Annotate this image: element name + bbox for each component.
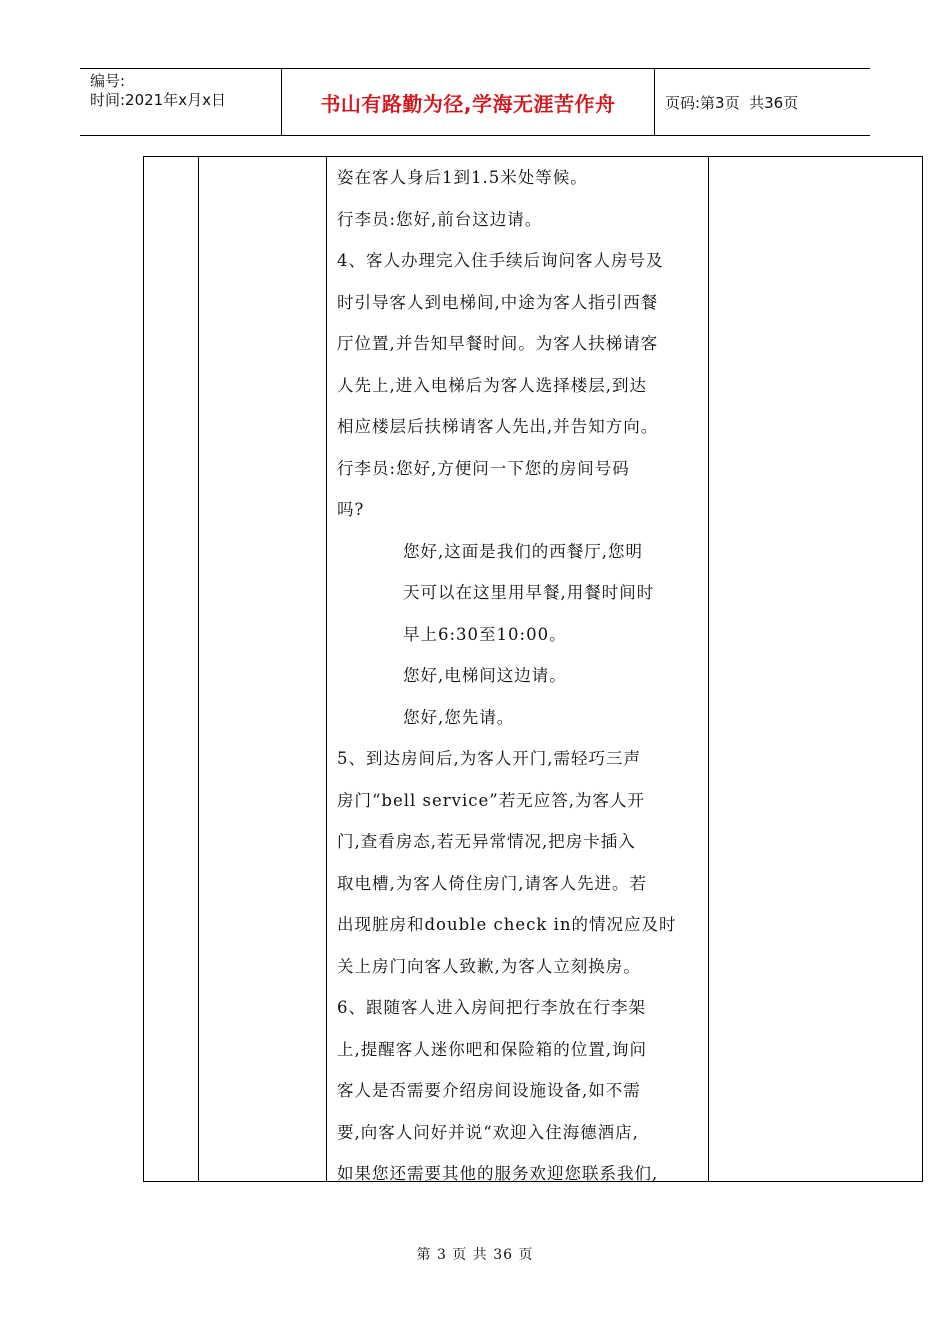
content-line: 出现脏房和double check in的情况应及时: [337, 915, 677, 934]
header-meta: [80, 69, 282, 135]
content-line: 取电槽,为客人倚住房门,请客人先进。若: [337, 873, 647, 893]
content-line: 行李员:您好,方便问一下您的房间号码: [337, 458, 630, 478]
column-divider: [326, 157, 327, 1181]
content-line: 客人是否需要介绍房间设施设备,如不需: [337, 1081, 641, 1100]
content-line: 行李员:您好,前台这边请。: [337, 209, 543, 229]
number-label: 编号:: [90, 72, 126, 90]
content-line: 姿在客人身后1到1.5米处等候。: [337, 168, 588, 187]
content-line: 早上6:30至10:00。: [403, 624, 567, 644]
content-line: 4、客人办理完入住手续后询问客人房号及: [337, 251, 664, 270]
column-divider: [198, 157, 199, 1181]
content-line: 房门“bell service”若无应答,为客人开: [337, 790, 645, 810]
procedure-table: [143, 156, 923, 1182]
header-motto: 书山有路勤为径,学海无涯苦作舟: [282, 69, 655, 135]
content-line: 天可以在这里用早餐,用餐时间时: [403, 583, 655, 602]
content-line: 时引导客人到电梯间,中途为客人指引西餐: [337, 292, 659, 312]
content-line: 6、跟随客人进入房间把行李放在行李架: [337, 998, 646, 1017]
content-line: 如果您还需要其他的服务欢迎您联系我们,: [337, 1164, 659, 1183]
page-header: [80, 68, 870, 136]
header-page-info: [655, 69, 870, 135]
content-line: 5、到达房间后,为客人开门,需轻巧三声: [337, 749, 641, 768]
procedure-content-cell: [335, 157, 709, 1195]
content-line: 您好,电梯间这边请。: [403, 666, 567, 685]
time-label: 时间:2021年x月x日: [90, 91, 226, 109]
content-line: 相应楼层后扶梯请客人先出,并告知方向。: [337, 417, 659, 436]
page-footer: 第 3 页 共 36 页: [416, 1247, 534, 1263]
content-line: 人先上,进入电梯后为客人选择楼层,到达: [337, 375, 647, 395]
content-line: 要,向客人问好并说“欢迎入住海德酒店,: [337, 1122, 639, 1142]
content-line: 门,查看房态,若无异常情况,把房卡插入: [337, 832, 636, 851]
content-line: 关上房门向客人致歉,为客人立刻换房。: [337, 956, 641, 976]
content-line: 吗?: [337, 500, 365, 519]
content-line: 上,提醒客人迷你吧和保险箱的位置,询问: [337, 1039, 647, 1059]
page-info-text: 页码:第3页 共36页: [665, 93, 799, 112]
content-line: 您好,这面是我们的西餐厅,您明: [403, 541, 643, 561]
content-line: 厅位置,并告知早餐时间。为客人扶梯请客: [337, 334, 659, 353]
content-line: 您好,您先请。: [403, 707, 515, 727]
